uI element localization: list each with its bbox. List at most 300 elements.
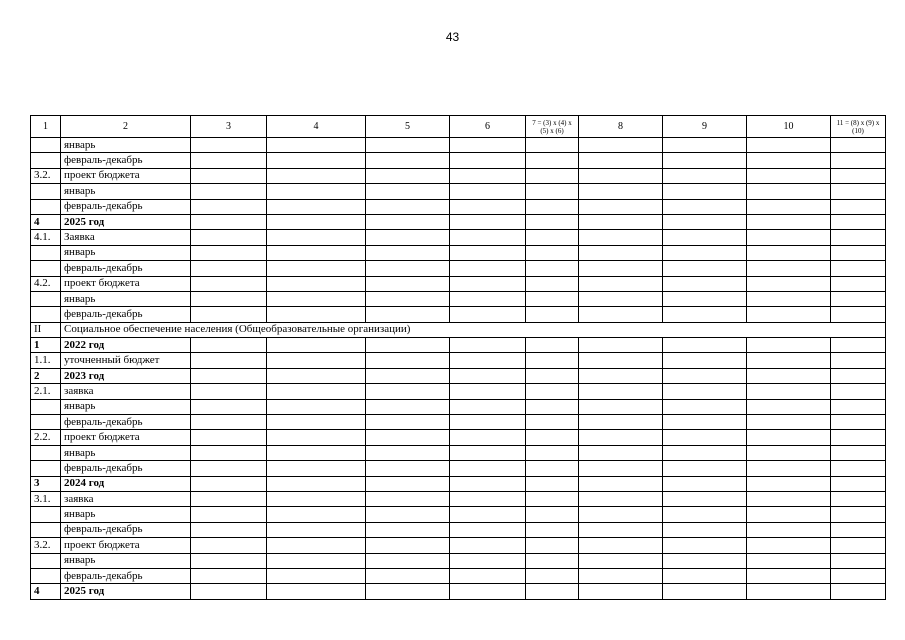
value-cell — [366, 445, 450, 460]
value-cell — [450, 553, 526, 568]
value-cell — [267, 384, 366, 399]
value-cell — [526, 307, 579, 322]
value-cell — [366, 476, 450, 491]
value-cell — [579, 584, 663, 599]
table-row — [31, 553, 886, 568]
value-cell — [747, 522, 831, 537]
row-label-cell: проект бюджета — [61, 538, 191, 553]
value-cell — [663, 415, 747, 430]
value-cell — [191, 368, 267, 383]
header-cell: 6 — [450, 116, 526, 138]
value-cell — [366, 138, 450, 153]
row-label-cell: февраль-декабрь — [61, 307, 191, 322]
row-number-cell — [31, 307, 61, 322]
value-cell — [747, 168, 831, 183]
value-cell — [191, 261, 267, 276]
value-cell — [191, 522, 267, 537]
table-row — [31, 538, 886, 553]
value-cell — [191, 461, 267, 476]
value-cell — [747, 461, 831, 476]
value-cell — [526, 368, 579, 383]
value-cell — [831, 399, 886, 414]
value-cell — [526, 168, 579, 183]
value-cell — [267, 584, 366, 599]
value-cell — [450, 230, 526, 245]
value-cell — [366, 368, 450, 383]
value-cell — [267, 168, 366, 183]
value-cell — [663, 153, 747, 168]
value-cell — [579, 322, 663, 337]
value-cell — [747, 184, 831, 199]
table-row — [31, 445, 886, 460]
value-cell — [747, 353, 831, 368]
value-cell — [191, 153, 267, 168]
row-number-cell — [31, 184, 61, 199]
row-label-cell: январь — [61, 399, 191, 414]
value-cell — [663, 538, 747, 553]
value-cell — [663, 276, 747, 291]
value-cell — [450, 199, 526, 214]
value-cell — [663, 184, 747, 199]
value-cell — [831, 476, 886, 491]
value-cell — [526, 138, 579, 153]
value-cell — [831, 415, 886, 430]
header-cell: 9 — [663, 116, 747, 138]
value-cell — [267, 245, 366, 260]
value-cell — [747, 138, 831, 153]
value-cell — [747, 584, 831, 599]
value-cell — [831, 261, 886, 276]
value-cell — [747, 153, 831, 168]
value-cell — [267, 415, 366, 430]
table-row — [31, 491, 886, 506]
table-row — [31, 522, 886, 537]
value-cell — [831, 214, 886, 229]
value-cell — [526, 153, 579, 168]
value-cell — [191, 430, 267, 445]
value-cell — [663, 199, 747, 214]
row-number-cell: 2.1. — [31, 384, 61, 399]
table-row — [31, 184, 886, 199]
table-row — [31, 322, 886, 337]
value-cell — [663, 553, 747, 568]
value-cell — [267, 476, 366, 491]
value-cell — [579, 491, 663, 506]
value-cell — [526, 491, 579, 506]
row-label-cell: 2022 год — [61, 338, 191, 353]
row-label-cell: 2025 год — [61, 214, 191, 229]
value-cell — [579, 138, 663, 153]
value-cell — [747, 307, 831, 322]
value-cell — [191, 245, 267, 260]
row-number-cell — [31, 261, 61, 276]
value-cell — [450, 368, 526, 383]
value-cell — [191, 415, 267, 430]
value-cell — [526, 445, 579, 460]
value-cell — [366, 538, 450, 553]
header-cell: 10 — [747, 116, 831, 138]
value-cell — [747, 553, 831, 568]
row-number-cell: 4.2. — [31, 276, 61, 291]
value-cell — [450, 476, 526, 491]
row-label-cell: февраль-декабрь — [61, 568, 191, 583]
value-cell — [366, 461, 450, 476]
value-cell — [579, 568, 663, 583]
value-cell — [267, 291, 366, 306]
value-cell — [747, 322, 831, 337]
row-label-cell: заявка — [61, 384, 191, 399]
row-number-cell — [31, 291, 61, 306]
value-cell — [526, 461, 579, 476]
value-cell — [267, 138, 366, 153]
value-cell — [579, 307, 663, 322]
value-cell — [831, 307, 886, 322]
value-cell — [747, 368, 831, 383]
value-cell — [366, 491, 450, 506]
value-cell — [579, 184, 663, 199]
value-cell — [267, 553, 366, 568]
value-cell — [747, 230, 831, 245]
value-cell — [450, 276, 526, 291]
value-cell — [267, 276, 366, 291]
value-cell — [366, 353, 450, 368]
value-cell — [450, 153, 526, 168]
value-cell — [450, 322, 526, 337]
value-cell — [663, 322, 747, 337]
row-number-cell: 1.1. — [31, 353, 61, 368]
table-row — [31, 507, 886, 522]
value-cell — [191, 138, 267, 153]
value-cell — [747, 291, 831, 306]
value-cell — [663, 138, 747, 153]
row-number-cell: II — [31, 322, 61, 337]
value-cell — [831, 553, 886, 568]
value-cell — [526, 199, 579, 214]
value-cell — [366, 430, 450, 445]
value-cell — [579, 461, 663, 476]
value-cell — [831, 491, 886, 506]
value-cell — [526, 214, 579, 229]
row-label-cell: уточненный бюджет — [61, 353, 191, 368]
value-cell — [747, 568, 831, 583]
value-cell — [450, 261, 526, 276]
value-cell — [579, 553, 663, 568]
value-cell — [747, 384, 831, 399]
value-cell — [267, 522, 366, 537]
row-number-cell — [31, 138, 61, 153]
value-cell — [579, 338, 663, 353]
value-cell — [450, 184, 526, 199]
value-cell — [663, 476, 747, 491]
value-cell — [366, 261, 450, 276]
value-cell — [747, 445, 831, 460]
value-cell — [579, 291, 663, 306]
value-cell — [267, 214, 366, 229]
table-row — [31, 261, 886, 276]
row-number-cell: 3.2. — [31, 168, 61, 183]
value-cell — [579, 384, 663, 399]
table-row — [31, 461, 886, 476]
row-label-cell: 2023 год — [61, 368, 191, 383]
value-cell — [267, 184, 366, 199]
value-cell — [191, 476, 267, 491]
value-cell — [526, 184, 579, 199]
value-cell — [831, 445, 886, 460]
value-cell — [663, 230, 747, 245]
value-cell — [450, 538, 526, 553]
value-cell — [191, 507, 267, 522]
value-cell — [663, 399, 747, 414]
value-cell — [450, 445, 526, 460]
row-label-cell: февраль-декабрь — [61, 199, 191, 214]
header-cell: 7 = (3) x (4) x (5) x (6) — [526, 116, 579, 138]
value-cell — [366, 553, 450, 568]
row-label-cell: февраль-декабрь — [61, 153, 191, 168]
value-cell — [831, 153, 886, 168]
value-cell — [450, 584, 526, 599]
table-row — [31, 476, 886, 491]
value-cell — [747, 338, 831, 353]
value-cell — [663, 584, 747, 599]
row-number-cell — [31, 507, 61, 522]
value-cell — [526, 430, 579, 445]
value-cell — [191, 553, 267, 568]
value-cell — [526, 584, 579, 599]
value-cell — [450, 245, 526, 260]
value-cell — [267, 507, 366, 522]
value-cell — [450, 353, 526, 368]
value-cell — [747, 415, 831, 430]
value-cell — [747, 476, 831, 491]
value-cell — [831, 338, 886, 353]
value-cell — [579, 507, 663, 522]
value-cell — [831, 199, 886, 214]
value-cell — [267, 538, 366, 553]
value-cell — [267, 445, 366, 460]
value-cell — [663, 307, 747, 322]
value-cell — [526, 353, 579, 368]
value-cell — [450, 384, 526, 399]
value-cell — [663, 214, 747, 229]
value-cell — [450, 430, 526, 445]
value-cell — [267, 338, 366, 353]
value-cell — [267, 430, 366, 445]
value-cell — [366, 245, 450, 260]
row-number-cell — [31, 399, 61, 414]
page-number: 43 — [445, 30, 460, 44]
value-cell — [663, 491, 747, 506]
row-label-cell: заявка — [61, 491, 191, 506]
value-cell — [663, 353, 747, 368]
value-cell — [450, 138, 526, 153]
budget-table — [30, 115, 886, 600]
value-cell — [267, 261, 366, 276]
value-cell — [526, 276, 579, 291]
value-cell — [747, 399, 831, 414]
value-cell — [191, 338, 267, 353]
value-cell — [526, 384, 579, 399]
value-cell — [191, 353, 267, 368]
value-cell — [267, 307, 366, 322]
value-cell — [579, 168, 663, 183]
value-cell — [366, 415, 450, 430]
header-cell: 8 — [579, 116, 663, 138]
value-cell — [450, 291, 526, 306]
value-cell — [747, 538, 831, 553]
value-cell — [191, 230, 267, 245]
value-cell — [831, 168, 886, 183]
value-cell — [366, 584, 450, 599]
value-cell — [526, 538, 579, 553]
row-number-cell: 4 — [31, 584, 61, 599]
row-label-cell: Заявка — [61, 230, 191, 245]
row-number-cell — [31, 415, 61, 430]
value-cell — [366, 307, 450, 322]
value-cell — [747, 214, 831, 229]
value-cell — [366, 184, 450, 199]
table-row — [31, 584, 886, 599]
table-row — [31, 199, 886, 214]
value-cell — [579, 214, 663, 229]
value-cell — [450, 461, 526, 476]
value-cell — [450, 307, 526, 322]
row-label-cell: январь — [61, 245, 191, 260]
value-cell — [526, 338, 579, 353]
value-cell — [450, 399, 526, 414]
value-cell — [450, 415, 526, 430]
value-cell — [366, 399, 450, 414]
value-cell — [526, 553, 579, 568]
table-row — [31, 338, 886, 353]
value-cell — [663, 168, 747, 183]
value-cell — [526, 568, 579, 583]
row-number-cell — [31, 568, 61, 583]
value-cell — [579, 399, 663, 414]
row-number-cell: 2 — [31, 368, 61, 383]
value-cell — [191, 538, 267, 553]
value-cell — [747, 245, 831, 260]
value-cell — [366, 230, 450, 245]
header-cell: 2 — [61, 116, 191, 138]
row-number-cell — [31, 199, 61, 214]
value-cell — [831, 230, 886, 245]
row-number-cell: 4 — [31, 214, 61, 229]
row-label-cell: 2025 год — [61, 584, 191, 599]
value-cell — [526, 476, 579, 491]
value-cell — [663, 384, 747, 399]
value-cell — [579, 261, 663, 276]
value-cell — [663, 245, 747, 260]
value-cell — [526, 322, 579, 337]
value-cell — [526, 415, 579, 430]
row-number-cell: 3 — [31, 476, 61, 491]
value-cell — [267, 353, 366, 368]
value-cell — [831, 353, 886, 368]
value-cell — [579, 230, 663, 245]
value-cell — [191, 399, 267, 414]
value-cell — [831, 368, 886, 383]
value-cell — [267, 399, 366, 414]
value-cell — [450, 168, 526, 183]
table-row — [31, 568, 886, 583]
row-label-cell: январь — [61, 184, 191, 199]
table-row — [31, 430, 886, 445]
value-cell — [747, 276, 831, 291]
value-cell — [267, 199, 366, 214]
value-cell — [663, 522, 747, 537]
row-number-cell — [31, 461, 61, 476]
value-cell — [831, 538, 886, 553]
value-cell — [663, 568, 747, 583]
value-cell — [831, 568, 886, 583]
value-cell — [450, 507, 526, 522]
value-cell — [267, 491, 366, 506]
value-cell — [831, 584, 886, 599]
header-cell: 11 = (8) x (9) x (10) — [831, 116, 886, 138]
row-label-cell: Социальное обеспечение населения (Общеобразовательные организации) — [61, 322, 191, 337]
table-row — [31, 245, 886, 260]
row-label-cell: проект бюджета — [61, 168, 191, 183]
value-cell — [191, 214, 267, 229]
row-number-cell: 4.1. — [31, 230, 61, 245]
value-cell — [579, 445, 663, 460]
value-cell — [831, 461, 886, 476]
value-cell — [526, 245, 579, 260]
value-cell — [450, 338, 526, 353]
value-cell — [366, 338, 450, 353]
value-cell — [450, 568, 526, 583]
value-cell — [366, 168, 450, 183]
value-cell — [831, 276, 886, 291]
value-cell — [526, 230, 579, 245]
table-row — [31, 291, 886, 306]
value-cell — [366, 214, 450, 229]
value-cell — [267, 230, 366, 245]
table-row — [31, 230, 886, 245]
value-cell — [831, 322, 886, 337]
value-cell — [663, 430, 747, 445]
table-row — [31, 307, 886, 322]
value-cell — [831, 507, 886, 522]
value-cell — [747, 199, 831, 214]
value-cell — [831, 291, 886, 306]
value-cell — [579, 415, 663, 430]
row-label-cell: январь — [61, 553, 191, 568]
row-label-cell: февраль-декабрь — [61, 415, 191, 430]
table-row — [31, 138, 886, 153]
row-label-cell: январь — [61, 138, 191, 153]
value-cell — [663, 507, 747, 522]
value-cell — [747, 491, 831, 506]
value-cell — [831, 184, 886, 199]
value-cell — [366, 507, 450, 522]
value-cell — [191, 184, 267, 199]
value-cell — [747, 507, 831, 522]
value-cell — [831, 384, 886, 399]
value-cell — [366, 522, 450, 537]
value-cell — [267, 461, 366, 476]
value-cell — [579, 476, 663, 491]
value-cell — [267, 568, 366, 583]
value-cell — [663, 368, 747, 383]
value-cell — [450, 491, 526, 506]
value-cell — [366, 276, 450, 291]
value-cell — [366, 568, 450, 583]
value-cell — [579, 538, 663, 553]
value-cell — [579, 199, 663, 214]
value-cell — [663, 261, 747, 276]
value-cell — [831, 138, 886, 153]
